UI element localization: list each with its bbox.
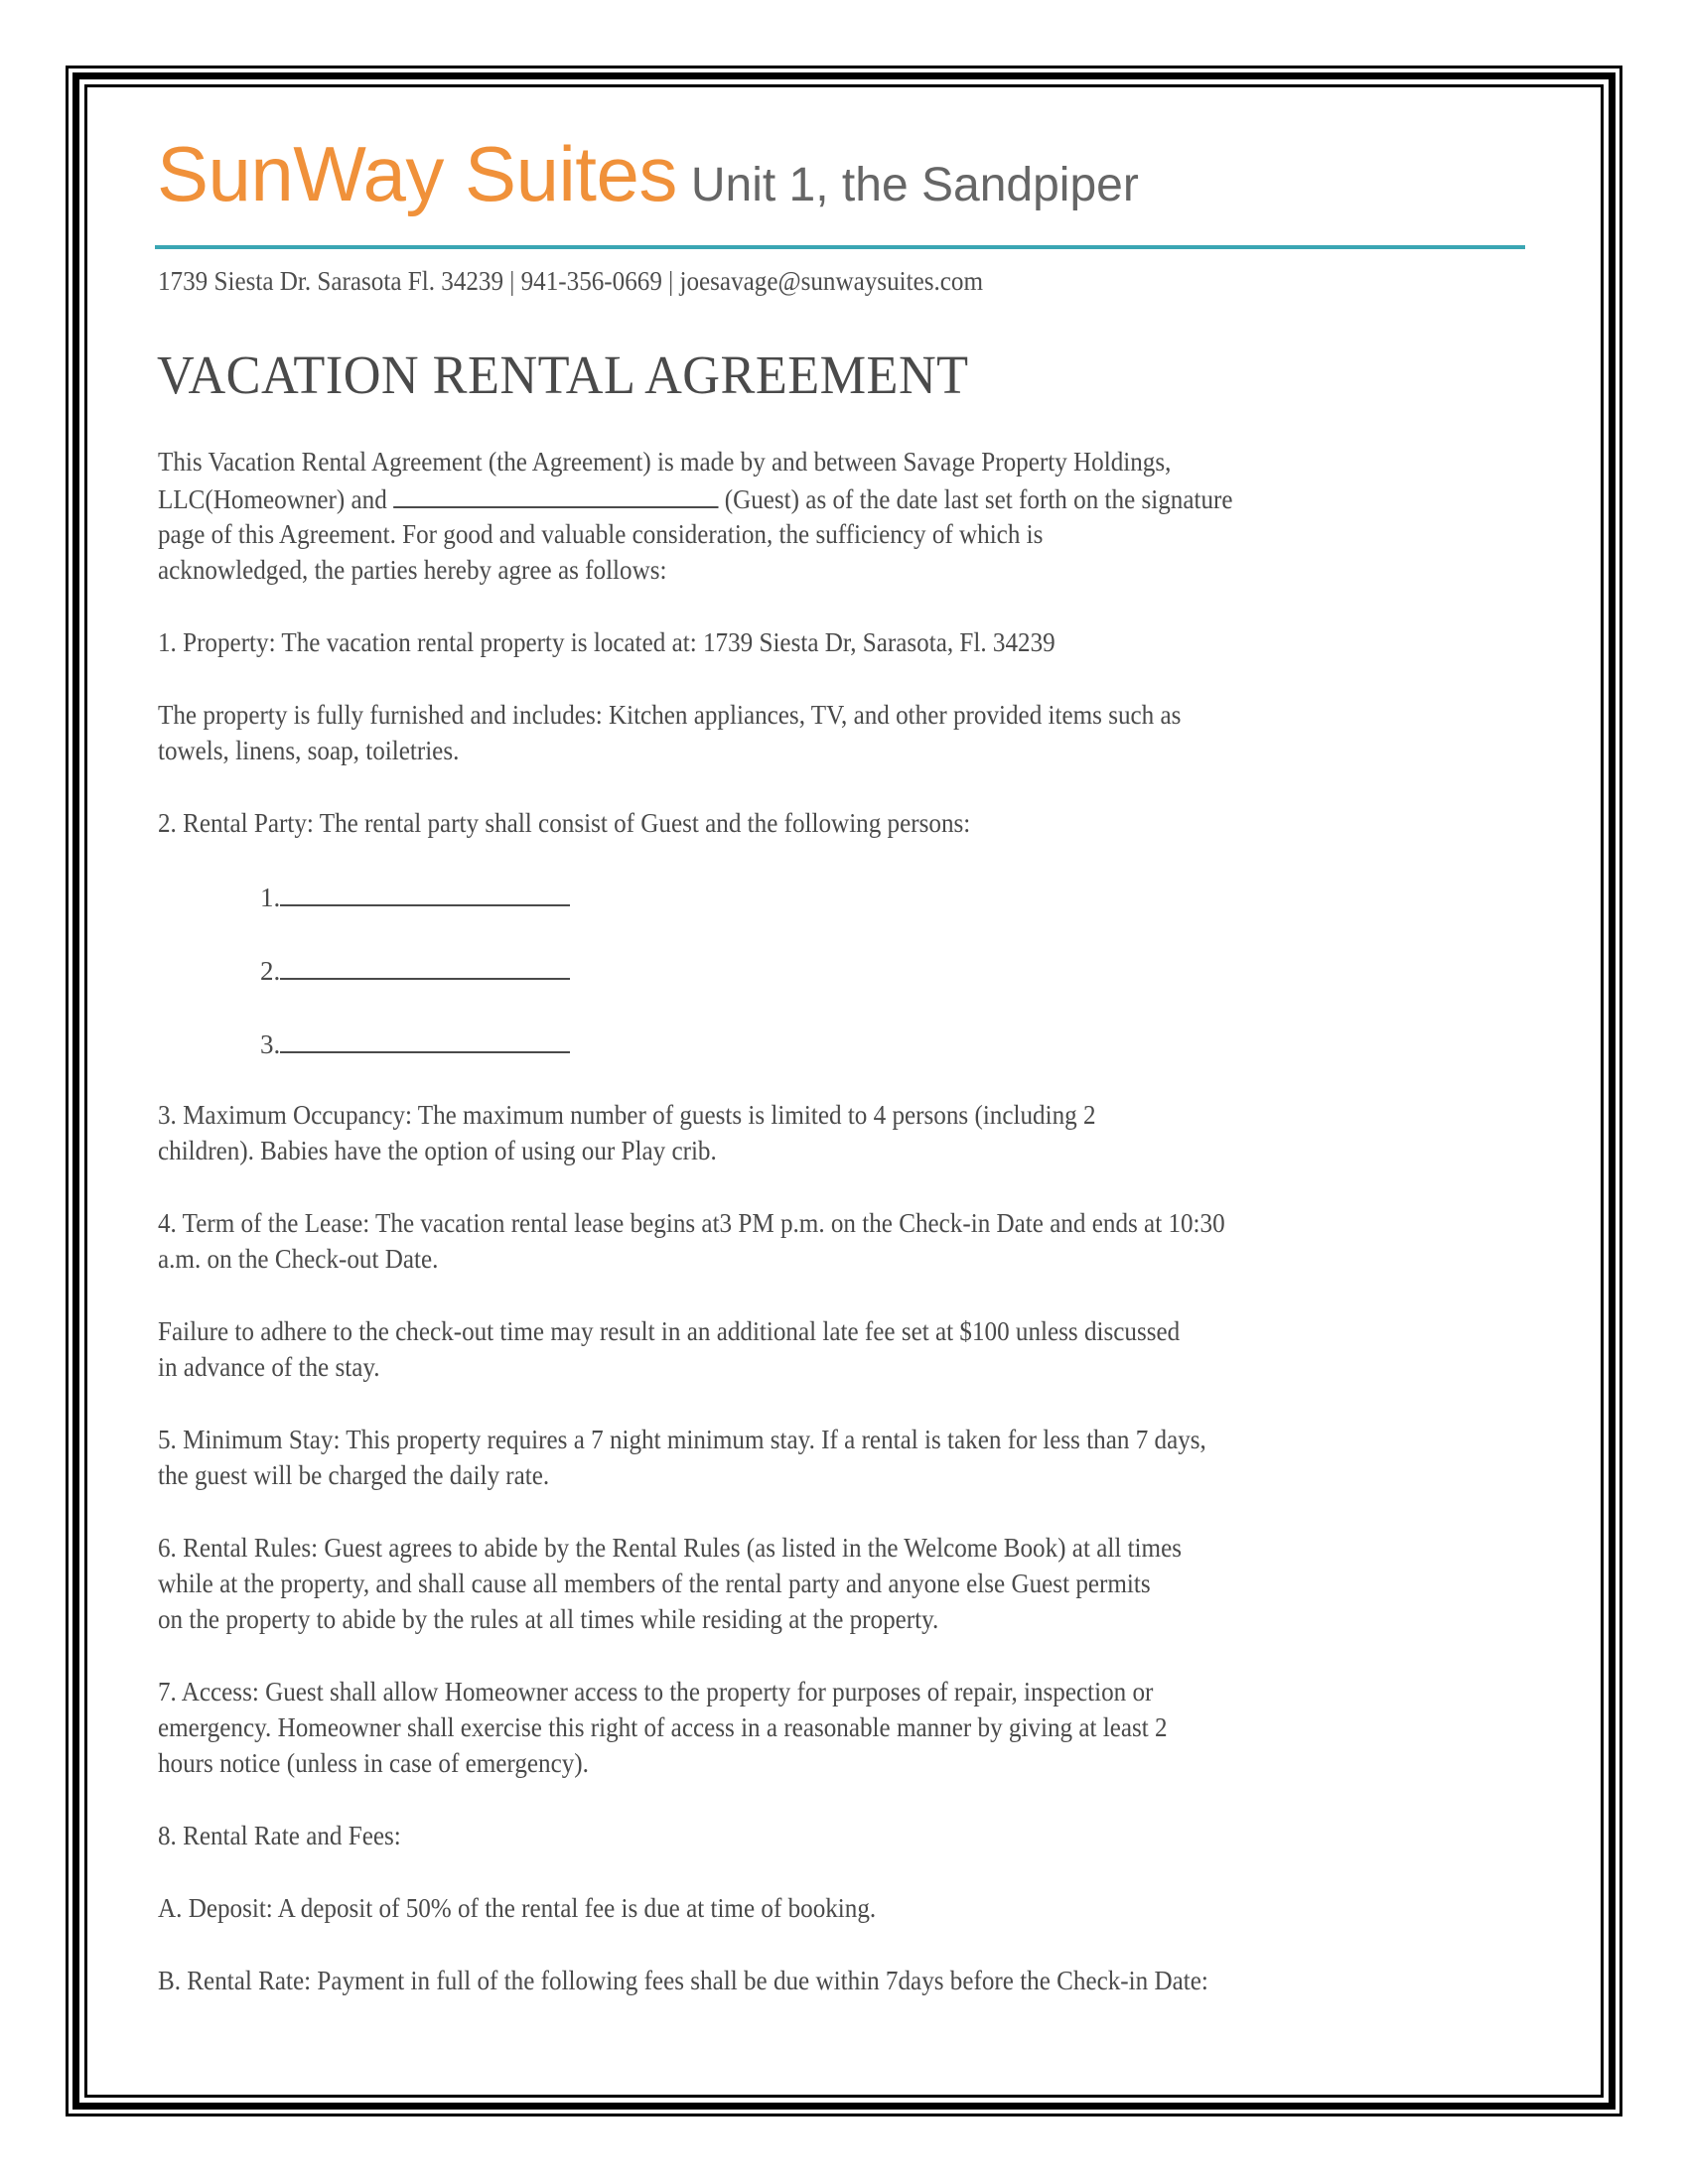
rental-rules-line-1: 6. Rental Rules: Guest agrees to abide by the Rental Rules (as listed in the Welcome Book) at all times — [158, 1533, 1182, 1563]
party-person-2-number: 2. — [260, 956, 281, 986]
party-person-1 — [260, 883, 570, 911]
party-person-1-number: 1. — [260, 883, 281, 912]
unit-name: Unit 1, the Sandpiper — [690, 159, 1139, 211]
minimum-stay-line-1: 5. Minimum Stay: This property requires a 7 night minimum stay. If a rental is taken for less than 7 days, — [158, 1425, 1206, 1454]
brand-name: SunWay Suites — [157, 130, 677, 217]
access-line-2: emergency. Homeowner shall exercise this right of access in a reasonable manner by giving at least 2 — [158, 1712, 1168, 1742]
intro-line-4: acknowledged, the parties hereby agree as follows: — [158, 555, 667, 585]
access-line-1: 7. Access: Guest shall allow Homeowner access to the property for purposes of repair, inspection or — [158, 1677, 1154, 1706]
header-divider — [155, 245, 1525, 249]
late-fee-line-2: in advance of the stay. — [158, 1352, 380, 1382]
party-person-3 — [260, 1029, 570, 1058]
letterhead — [157, 130, 1139, 217]
guest-name-blank[interactable] — [393, 484, 718, 508]
max-occupancy-line-2: children). Babies have the option of using our Play crib. — [158, 1136, 717, 1165]
rental-rules-line-3: on the property to abide by the rules at all times while residing at the property. — [158, 1604, 939, 1634]
max-occupancy-line-1: 3. Maximum Occupancy: The maximum number of guests is limited to 4 persons (including 2 — [158, 1100, 1096, 1130]
access-line-3: hours notice (unless in case of emergency). — [158, 1748, 589, 1778]
furnishings-line-2: towels, linens, soap, toiletries. — [158, 736, 460, 765]
section-rental-party: 2. Rental Party: The rental party shall consist of Guest and the following persons: — [158, 808, 971, 838]
rates-deposit: A. Deposit: A deposit of 50% of the rental fee is due at time of booking. — [158, 1893, 877, 1923]
document-title: VACATION RENTAL AGREEMENT — [157, 344, 969, 405]
intro-line-2 — [158, 484, 1233, 513]
term-line-2: a.m. on the Check-out Date. — [158, 1244, 439, 1274]
minimum-stay-line-2: the guest will be charged the daily rate. — [158, 1460, 550, 1490]
intro-line-1: This Vacation Rental Agreement (the Agreement) is made by and between Savage Property Holdings, — [158, 447, 1172, 477]
contact-info: 1739 Siesta Dr. Sarasota Fl. 34239 | 941-356-0669 | joesavage@sunwaysuites.com — [158, 266, 984, 296]
party-person-2 — [260, 956, 570, 985]
party-person-3-number: 3. — [260, 1029, 281, 1059]
party-person-1-blank[interactable] — [280, 883, 570, 906]
furnishings-line-1: The property is fully furnished and includes: Kitchen appliances, TV, and other provided items such as — [158, 700, 1182, 730]
term-line-1: 4. Term of the Lease: The vacation rental lease begins at3 PM p.m. on the Check-in Date and ends at 10:30 — [158, 1208, 1225, 1238]
intro-line-2-start: LLC(Homeowner) and — [158, 484, 387, 514]
rates-rental-rate: B. Rental Rate: Payment in full of the following fees shall be due within 7days before the Check-in Date: — [158, 1966, 1208, 1995]
rates-heading: 8. Rental Rate and Fees: — [158, 1821, 401, 1850]
late-fee-line-1: Failure to adhere to the check-out time may result in an additional late fee set at $100 unless discussed — [158, 1316, 1181, 1346]
intro-line-2-end: (Guest) as of the date last set forth on the signature — [724, 484, 1233, 514]
party-person-2-blank[interactable] — [280, 956, 570, 980]
rental-rules-line-2: while at the property, and shall cause all members of the rental party and anyone else Guest permits — [158, 1569, 1151, 1598]
party-person-3-blank[interactable] — [280, 1029, 570, 1053]
intro-line-3: page of this Agreement. For good and valuable consideration, the sufficiency of which is — [158, 519, 1044, 549]
section-property: 1. Property: The vacation rental property is located at: 1739 Siesta Dr, Sarasota, Fl. 34239 — [158, 627, 1055, 657]
